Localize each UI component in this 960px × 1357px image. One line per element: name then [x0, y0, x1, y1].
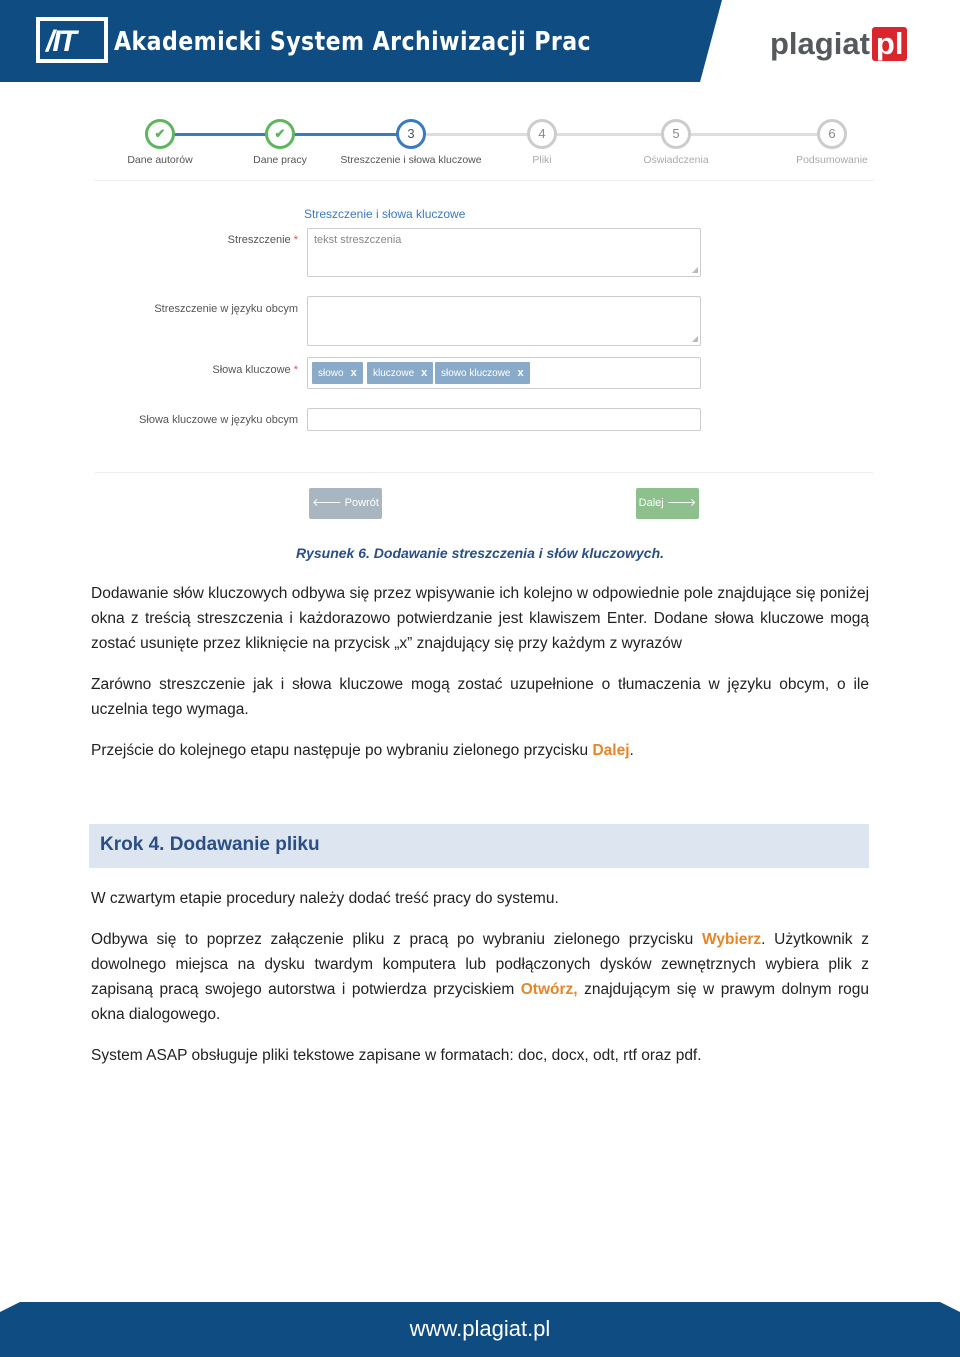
asap-logo: [36, 17, 108, 63]
section-heading-box: [89, 824, 869, 868]
figure-caption: Rysunek 6. Dodawanie streszczenia i słów kluczowych.: [295, 545, 665, 561]
brand-pl-box: pl: [872, 27, 908, 61]
plagiat-logo: [770, 24, 907, 64]
keywords-label: Słowa kluczowe *: [212, 364, 298, 376]
step-6[interactable]: [752, 119, 912, 166]
page-header: [0, 0, 960, 82]
keywords-foreign-input[interactable]: [307, 408, 701, 431]
remove-tag-icon[interactable]: x: [421, 367, 428, 379]
step-6-label: Podsumowanie: [796, 154, 868, 166]
header-title: Akademicki System Archiwizacji Prac: [114, 27, 592, 57]
paragraph-formats: System ASAP obsługuje pliki tekstowe zapisane w formatach: doc, docx, odt, rtf oraz pdf.: [91, 1047, 702, 1064]
keyword-tag: słowo x: [312, 362, 363, 384]
abstract-foreign-label: Streszczenie w języku obcym: [154, 303, 298, 315]
step-4-label: Pliki: [532, 154, 552, 166]
step-4-number: 4: [527, 119, 557, 149]
highlight-wybierz: Wybierz: [702, 931, 762, 948]
paragraph-next-step: Przejście do kolejnego etapu następuje po wybraniu zielonego przycisku Dalej.: [91, 742, 634, 759]
form-divider: [95, 472, 873, 473]
step-1-check-icon: ✔: [145, 119, 175, 149]
remove-tag-icon[interactable]: x: [517, 367, 524, 379]
resize-grip-icon[interactable]: ◢: [691, 265, 698, 274]
remove-tag-icon[interactable]: x: [350, 367, 357, 379]
back-button[interactable]: 🡐 Powrót: [309, 488, 382, 519]
required-mark: *: [293, 364, 298, 376]
arrow-right-icon: 🡒: [666, 497, 697, 509]
step-2-check-icon: ✔: [265, 119, 295, 149]
step-6-number: 6: [817, 119, 847, 149]
next-button[interactable]: Dalej 🡒: [636, 488, 699, 519]
step-5-number: 5: [661, 119, 691, 149]
step-5-label: Oświadczenia: [643, 154, 709, 166]
logo-mark: /IT: [46, 25, 75, 58]
step-2-label: Dane pracy: [253, 154, 307, 166]
paragraph-file-selection: Odbywa się to poprzez załączenie pliku z pracą po wybraniu zielonego przycisku Wybierz. Użytkownik z dowolnego miejsca na dysku twardym komputera lub podłączonych dysków zewnętrznych wybiera plik z zapisaną pracą swojego autorstwa i potwierdza przyciskiem Otwórz, znajdującym się w prawym dolnym rogu okna dialogowego.: [91, 931, 869, 1023]
resize-grip-icon[interactable]: ◢: [691, 334, 698, 343]
abstract-placeholder: tekst streszczenia: [314, 234, 402, 246]
step-3-label: Streszczenie i słowa kluczowe: [340, 154, 482, 166]
keyword-tag: słowo kluczowe x: [435, 362, 530, 384]
paragraph-step4-intro: W czwartym etapie procedury należy dodać treść pracy do systemu.: [91, 890, 559, 907]
highlight-dalej: Dalej: [592, 742, 630, 759]
keyword-tag: kluczowe x: [367, 362, 433, 384]
wizard-stepper: [90, 115, 880, 175]
abstract-textarea[interactable]: [307, 228, 701, 277]
step-3-number: 3: [396, 119, 426, 149]
arrow-left-icon: 🡐: [312, 497, 342, 509]
step-5[interactable]: [596, 119, 756, 166]
paragraph-translations: Zarówno streszczenie jak i słowa kluczowe mogą zostać uzupełnione o tłumaczenia w języku obcym, o ile uczelnia tego wymaga.: [91, 676, 869, 718]
section-title: Krok 4. Dodawanie pliku: [100, 834, 320, 855]
form-section-title: Streszczenie i słowa kluczowe: [304, 207, 466, 221]
highlight-otworz: Otwórz,: [520, 981, 578, 998]
keywords-foreign-label: Słowa kluczowe w języku obcym: [139, 414, 298, 426]
abstract-foreign-textarea[interactable]: [307, 296, 701, 346]
keywords-field[interactable]: [307, 357, 701, 389]
required-mark: *: [293, 234, 298, 246]
step-1-label: Dane autorów: [127, 154, 193, 166]
abstract-label: Streszczenie *: [227, 234, 298, 246]
brand-text: plagiat: [770, 26, 870, 61]
stepper-divider: [95, 180, 873, 181]
footer-url[interactable]: www.plagiat.pl: [409, 1316, 551, 1341]
paragraph-keywords: Dodawanie słów kluczowych odbywa się przez wpisywanie ich kolejno w odpowiednie pole znajdujące się poniżej okna z treścią streszczenia i każdorazowo potwierdzanie jest klawiszem Enter. Dodane słowa kluczowe mogą zostać usunięte przez kliknięcie na przycisk „x” znajdujący się przy każdym z wyrazów: [91, 585, 870, 652]
